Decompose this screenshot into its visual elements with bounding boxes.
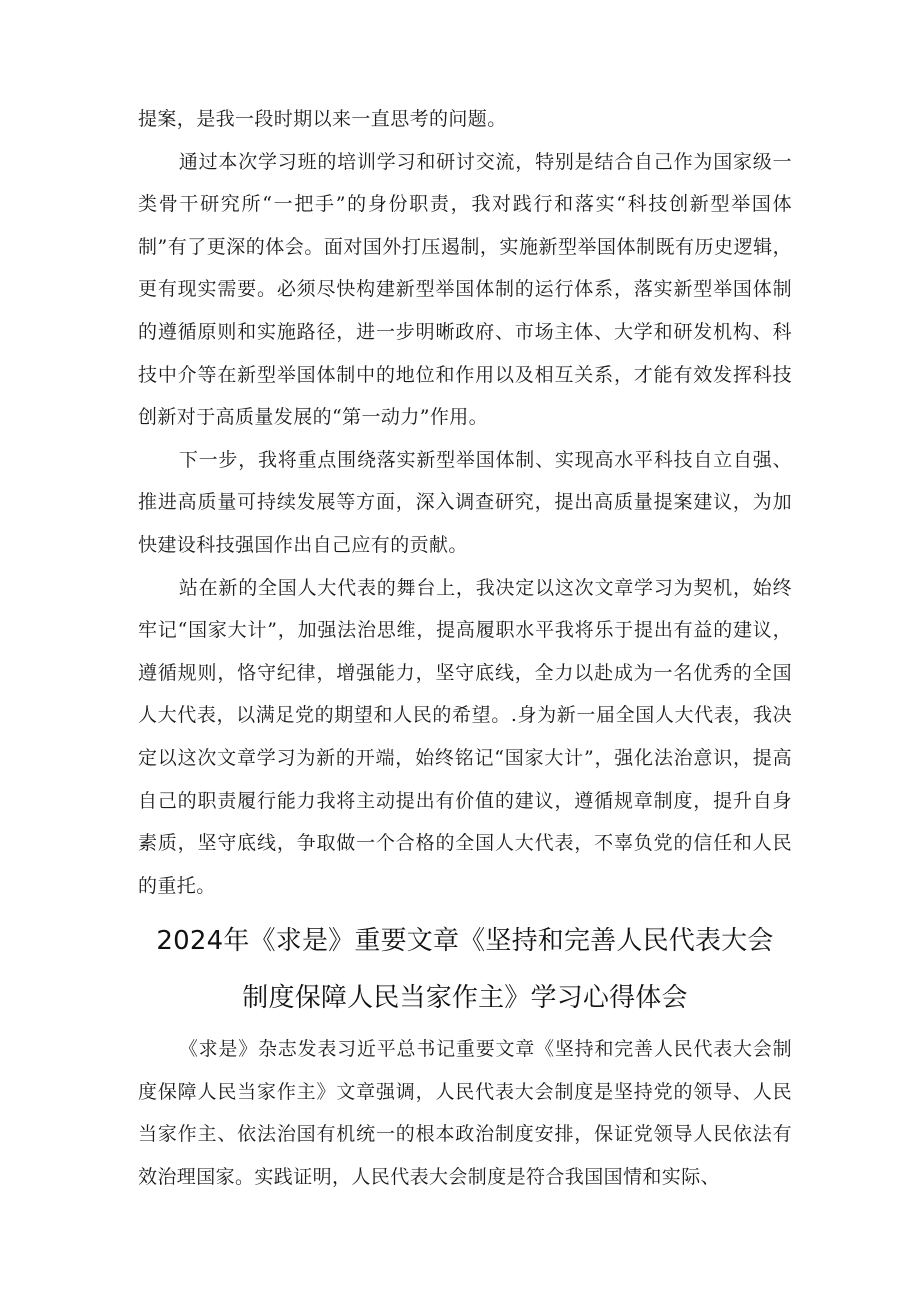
article-title	[120, 913, 810, 1027]
paragraph-continuation: 提案，是我一段时期以来一直思考的问题。	[138, 108, 507, 130]
article-title-line-1: 2024年《求是》重要文章《坚持和完善人民代表大会	[156, 926, 774, 956]
paragraph-study-reflection: 通过本次学习班的培训学习和研讨交流，特别是结合自己作为国家级一类骨干研究所“一把手”的身份职责，我对践行和落实“科技创新型举国体制”有了更深的体会。面对国外打压遏制，实施新型举国体制既有历史逻辑，更有现实需要。必须尽快构建新型举国体制的运行体系，落实新型举国体制的遵循原则和实施路径，进一步明晰政府、市场主体、大学和研发机构、科技中介等在新型举国体制中的地位和作用以及相互关系，才能有效发挥科技创新对于高质量发展的“第一动力”作用。	[138, 150, 792, 429]
paragraph-next-steps: 下一步，我将重点围绕落实新型举国体制、实现高水平科技自立自强、推进高质量可持续发展等方面，深入调查研究，提出高质量提案建议，为加快建设科技强国作出自己应有的贡献。	[138, 448, 792, 556]
article-title-line-2: 制度保障人民当家作主》学习心得体会	[242, 983, 688, 1013]
body-text-section-two	[138, 1028, 792, 1198]
body-text-section-one	[138, 98, 792, 907]
paragraph-representative-commitment: 站在新的全国人大代表的舞台上，我决定以这次文章学习为契机，始终牢记“国家大计”，加强法治思维，提高履职水平我将乐于提出有益的建议，遵循规则，恪守纪律，增强能力，坚守底线，全力以赴成为一名优秀的全国人大代表，以满足党的期望和人民的希望。.身为新一届全国人大代表，我决定以这次文章学习为新的开端，始终铭记“国家大计”，强化法治意识，提高自己的职责履行能力我将主动提出有价值的建议，遵循规章制度，提升自身素质，坚守底线，争取做一个合格的全国人大代表，不辜负党的信任和人民的重托。	[138, 576, 792, 897]
paragraph-article-intro: 《求是》杂志发表习近平总书记重要文章《坚持和完善人民代表大会制度保障人民当家作主》文章强调，人民代表大会制度是坚持党的领导、人民当家作主、依法治国有机统一的根本政治制度安排，保证党领导人民依法有效治理国家。实践证明，人民代表大会制度是符合我国国情和实际、	[138, 1038, 792, 1188]
